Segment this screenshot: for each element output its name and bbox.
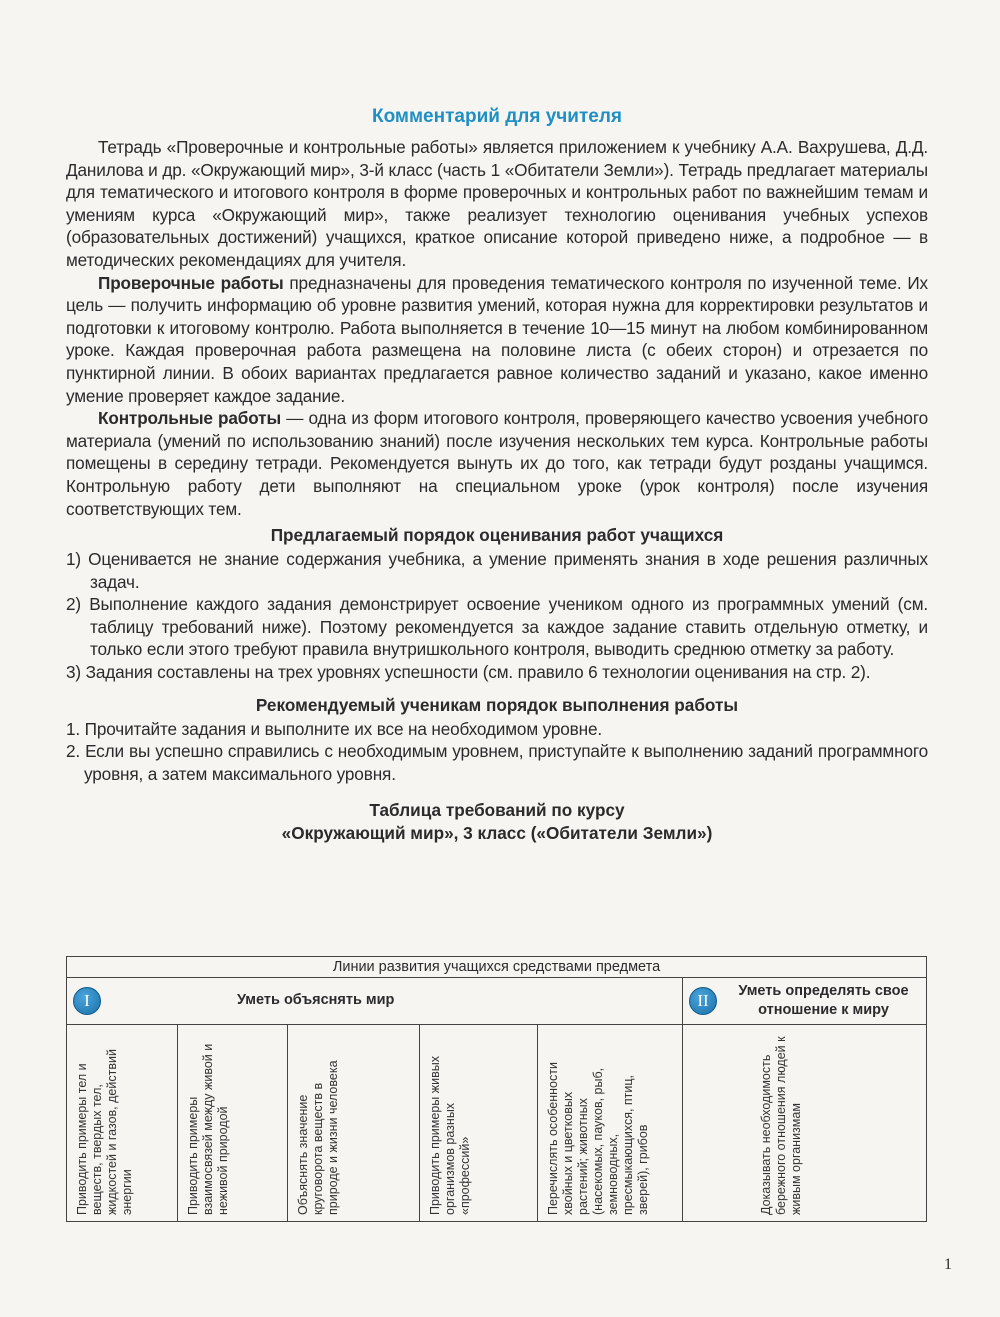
requirement-text: Приводить примеры тел и веществ, твердых тел, жидкостей и газов, действий энергии <box>75 1049 134 1215</box>
roman-one-badge-icon: I <box>73 987 101 1015</box>
requirement-cell <box>178 1025 288 1222</box>
table-title <box>66 799 928 845</box>
checks-text: предназначены для проведения тематического контроля по изученной теме. Их цель — получить информацию об уровне развития умений, которая нужна для корректировки результатов и подготовки к итоговому контролю. Работа выполняется в течение 10—15 минут на любом комбинированном уроке. Каждая проверочная работа размещена на половине листа (с обеих сторон) и отрезается по пунктирной линии. В обоих вариантах предлагается равное количество заданий и указано, какое именно умение проверяет каждое задание. <box>66 272 928 406</box>
grading-item: 2) Выполнение каждого задания демонстрирует освоение учеником одного из программных умений (см. таблицу требований ниже). Поэтому рекомендуется за каждое задание ставить отдельную отметку, и только если этого требуют правила внутришкольного контроля, выводить среднюю отметку за работу. <box>66 594 928 660</box>
requirement-text: Перечислять особенности хвойных и цветковых растений; животных (насекомых, пауков, рыб, земноводных, пресмыкающихся, птиц, зверей), грибов <box>546 1062 650 1215</box>
procedure-item: 2. Если вы успешно справились с необходимым уровнем, приступайте к выполнению заданий программного уровня, а затем максимального уровня. <box>66 741 928 784</box>
requirement-cell <box>683 1025 927 1222</box>
grading-item: 3) Задания составлены на трех уровнях успешности (см. правило 6 технологии оценивания на стр. 2). <box>66 662 871 683</box>
intro-paragraph: Тетрадь «Проверочные и контрольные работы» является приложением к учебнику А.А. Вахрушева, Д.Д. Данилова и др. «Окружающий мир», 3-й класс (часть 1 «Обитатели Земли»). Тетрадь предлагает материалы для тематического и итогового контроля в форме проверочных и контрольных работ по важнейшим темам и умениям курса «Окружающий мир», также реализует технологию оценивания учебных успехов (образовательных достижений) учащихся, краткое описание которой приведено ниже, а подробное — в методических рекомендациях для учителя. <box>66 137 928 270</box>
requirement-text: Приводить примеры живых организмов разных «профессий» <box>428 1056 472 1215</box>
checks-term: Проверочные работы <box>98 272 284 293</box>
requirement-text: Объяснять значение круговорота веществ в природе и жизни человека <box>296 1060 340 1215</box>
requirement-cell <box>288 1025 420 1222</box>
tests-paragraph <box>66 407 928 520</box>
table-title-line2: «Окружающий мир», 3 класс («Обитатели Земли») <box>281 823 713 844</box>
requirement-cell <box>538 1025 683 1222</box>
grading-list <box>66 548 928 684</box>
requirement-text: Приводить примеры взаимосвязей между живой и неживой природой <box>186 1043 230 1215</box>
table-header: Линии развития учащихся средствами предмета <box>67 957 927 978</box>
requirement-cell <box>420 1025 538 1222</box>
table-title-line1: Таблица требований по курсу <box>369 800 625 821</box>
grading-item: 1) Оценивается не знание содержания учебника, а умение применять знания в ходе решения различных задач. <box>66 549 928 592</box>
requirement-text: Доказывать необходимость бережного отношения людей к живым организмам <box>759 1036 803 1215</box>
group-explain-world <box>67 978 683 1025</box>
group-attitude-world <box>683 978 927 1025</box>
page-title: Комментарий для учителя <box>371 106 623 127</box>
procedure-title: Рекомендуемый ученикам порядок выполнения работы <box>255 694 739 715</box>
procedure-item: 1. Прочитайте задания и выполните их все на необходимом уровне. <box>66 718 603 739</box>
procedure-list <box>66 718 928 786</box>
tests-term: Контрольные работы <box>98 408 281 429</box>
roman-two-badge-icon: II <box>689 987 717 1015</box>
checks-paragraph <box>66 272 928 408</box>
group-label: Уметь определять свое отношение к миру <box>738 983 909 1018</box>
grading-title: Предлагаемый порядок оценивания работ учащихся <box>270 525 724 546</box>
group-label: Уметь объяснять мир <box>237 992 395 1008</box>
page-number: 1 <box>944 1256 952 1273</box>
requirements-table <box>66 956 927 1222</box>
document-page <box>66 100 928 845</box>
tests-text: — одна из форм итогового контроля, проверяющего качество усвоения учебного материала (умений по использованию знаний) после изучения нескольких тем курса. Контрольные работы помещены в середину тетради. Рекомендуется вынуть их до того, как тетради будут розданы учащимся. Контрольную работу дети выполняют на специальном уроке (урок контроля) после изучения соответствующих тем. <box>66 408 928 519</box>
requirement-cell <box>67 1025 178 1222</box>
